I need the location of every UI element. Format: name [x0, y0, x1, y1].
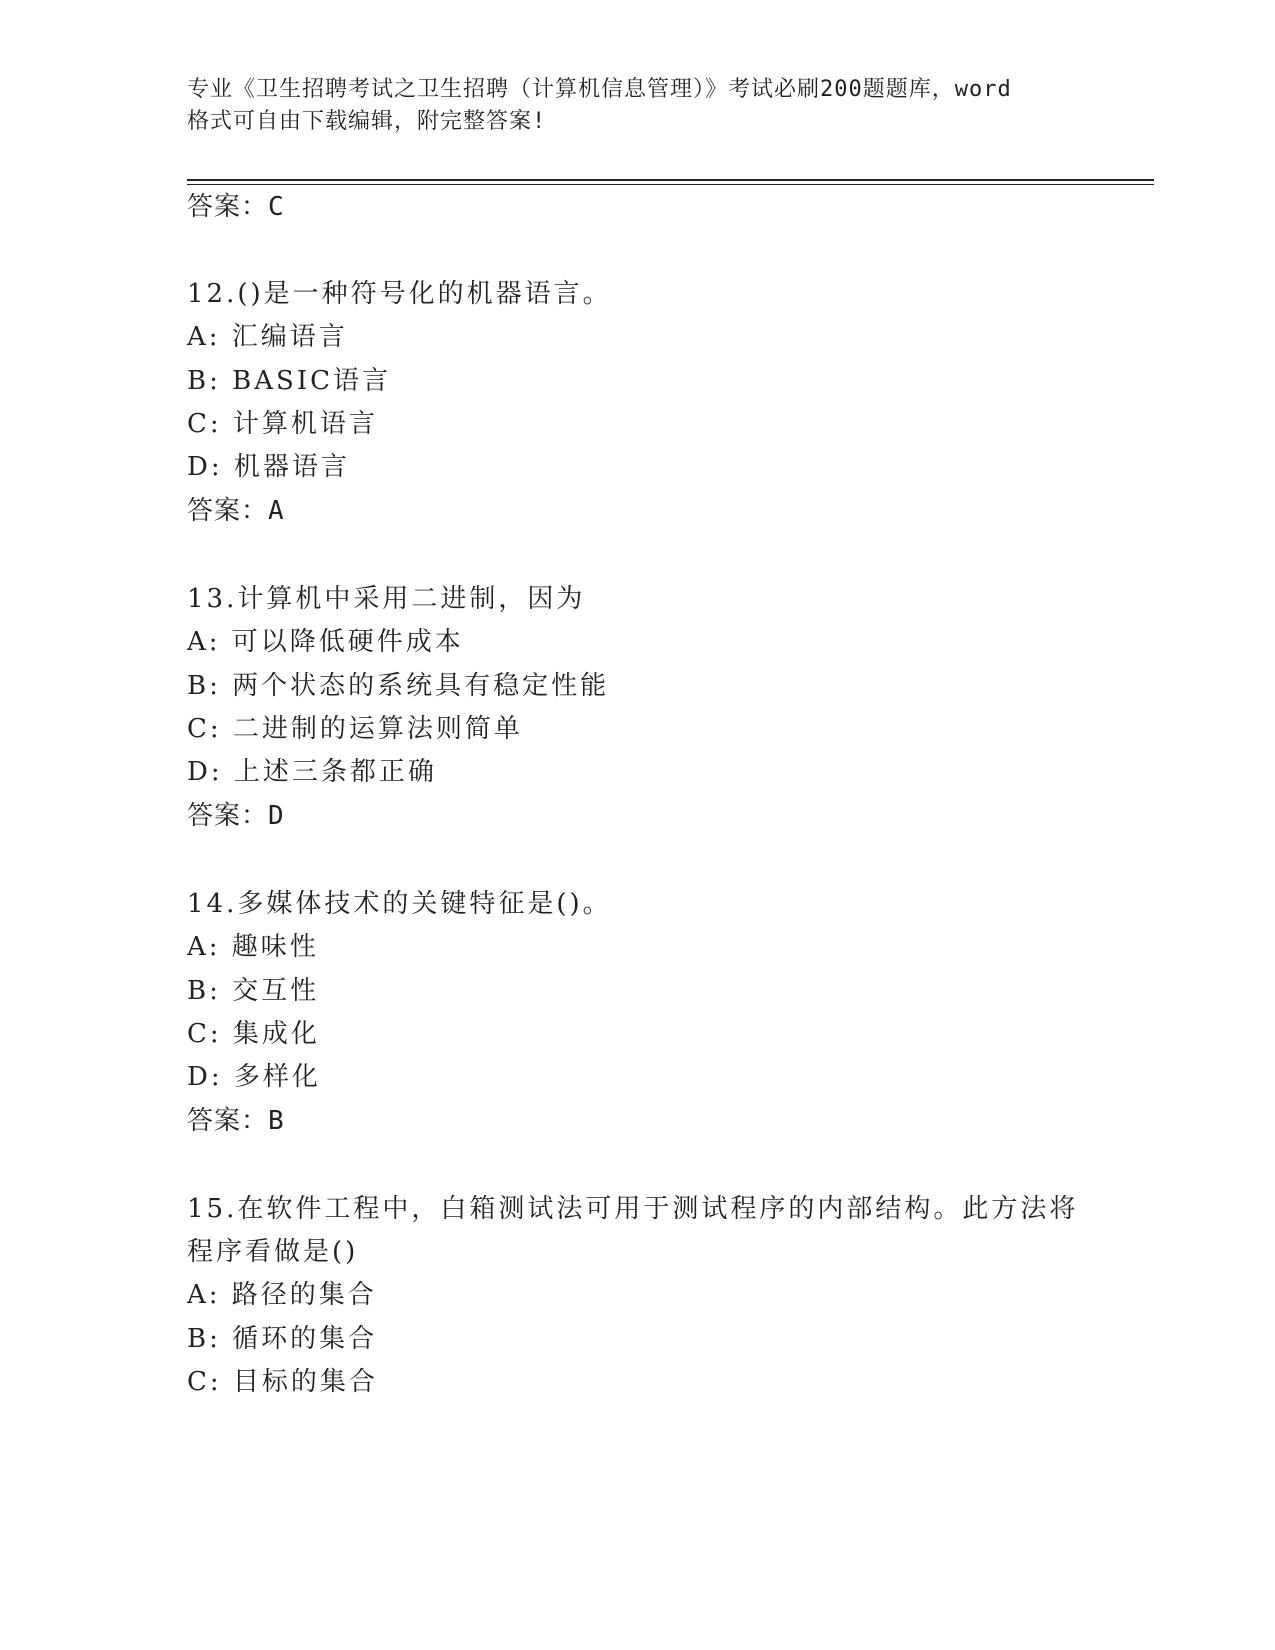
question-14-option-a: A: 趣味性 — [187, 932, 319, 962]
answer-label: 答案： — [187, 496, 269, 526]
header-rule-thin — [187, 184, 1154, 185]
answer-value: A — [268, 496, 285, 526]
answer-12 — [187, 490, 285, 527]
header-title-line-2: 格式可自由下载编辑，附完整答案! — [187, 109, 547, 134]
question-15-line-1: 15.在软件工程中，白箱测试法可用于测试程序的内部结构。此方法将 — [187, 1194, 1079, 1224]
header-title-line-1: 专业《卫生招聘考试之卫生招聘（计算机信息管理）》考试必刷200题题库，word — [187, 77, 1012, 102]
answer-label: 答案： — [187, 192, 269, 222]
question-13-option-c: C: 二进制的运算法则简单 — [187, 714, 523, 744]
answer-value: C — [268, 192, 285, 222]
question-14-option-d: D: 多样化 — [187, 1062, 321, 1092]
answer-label: 答案： — [187, 1106, 269, 1136]
question-12: 12.()是一种符号化的机器语言。 — [187, 279, 612, 309]
question-12-option-d: D: 机器语言 — [187, 452, 350, 482]
question-13-option-a: A: 可以降低硬件成本 — [187, 627, 464, 657]
question-13-option-d: D: 上述三条都正确 — [187, 757, 437, 787]
question-12-option-c: C: 计算机语言 — [187, 409, 378, 439]
document-header — [187, 74, 1087, 138]
question-15-option-b: B: 循环的集合 — [187, 1324, 378, 1354]
answer-value: B — [268, 1106, 285, 1136]
question-14: 14.多媒体技术的关键特征是()。 — [187, 889, 612, 919]
answer-value: D — [268, 801, 285, 831]
answer-13 — [187, 795, 285, 832]
question-12-option-b: B: BASIC语言 — [187, 366, 391, 396]
question-13-option-b: B: 两个状态的系统具有稳定性能 — [187, 671, 610, 701]
question-15-option-c: C: 目标的集合 — [187, 1367, 378, 1397]
answer-14 — [187, 1100, 285, 1137]
answer-label: 答案： — [187, 801, 269, 831]
question-15-option-a: A: 路径的集合 — [187, 1280, 377, 1310]
question-15-line-2: 程序看做是() — [187, 1237, 359, 1267]
header-rule-thick — [187, 179, 1154, 181]
question-14-option-b: B: 交互性 — [187, 976, 320, 1006]
answer-11 — [187, 186, 285, 223]
question-13: 13.计算机中采用二进制，因为 — [187, 584, 586, 614]
question-14-option-c: C: 集成化 — [187, 1019, 320, 1049]
question-12-option-a: A: 汇编语言 — [187, 322, 348, 352]
